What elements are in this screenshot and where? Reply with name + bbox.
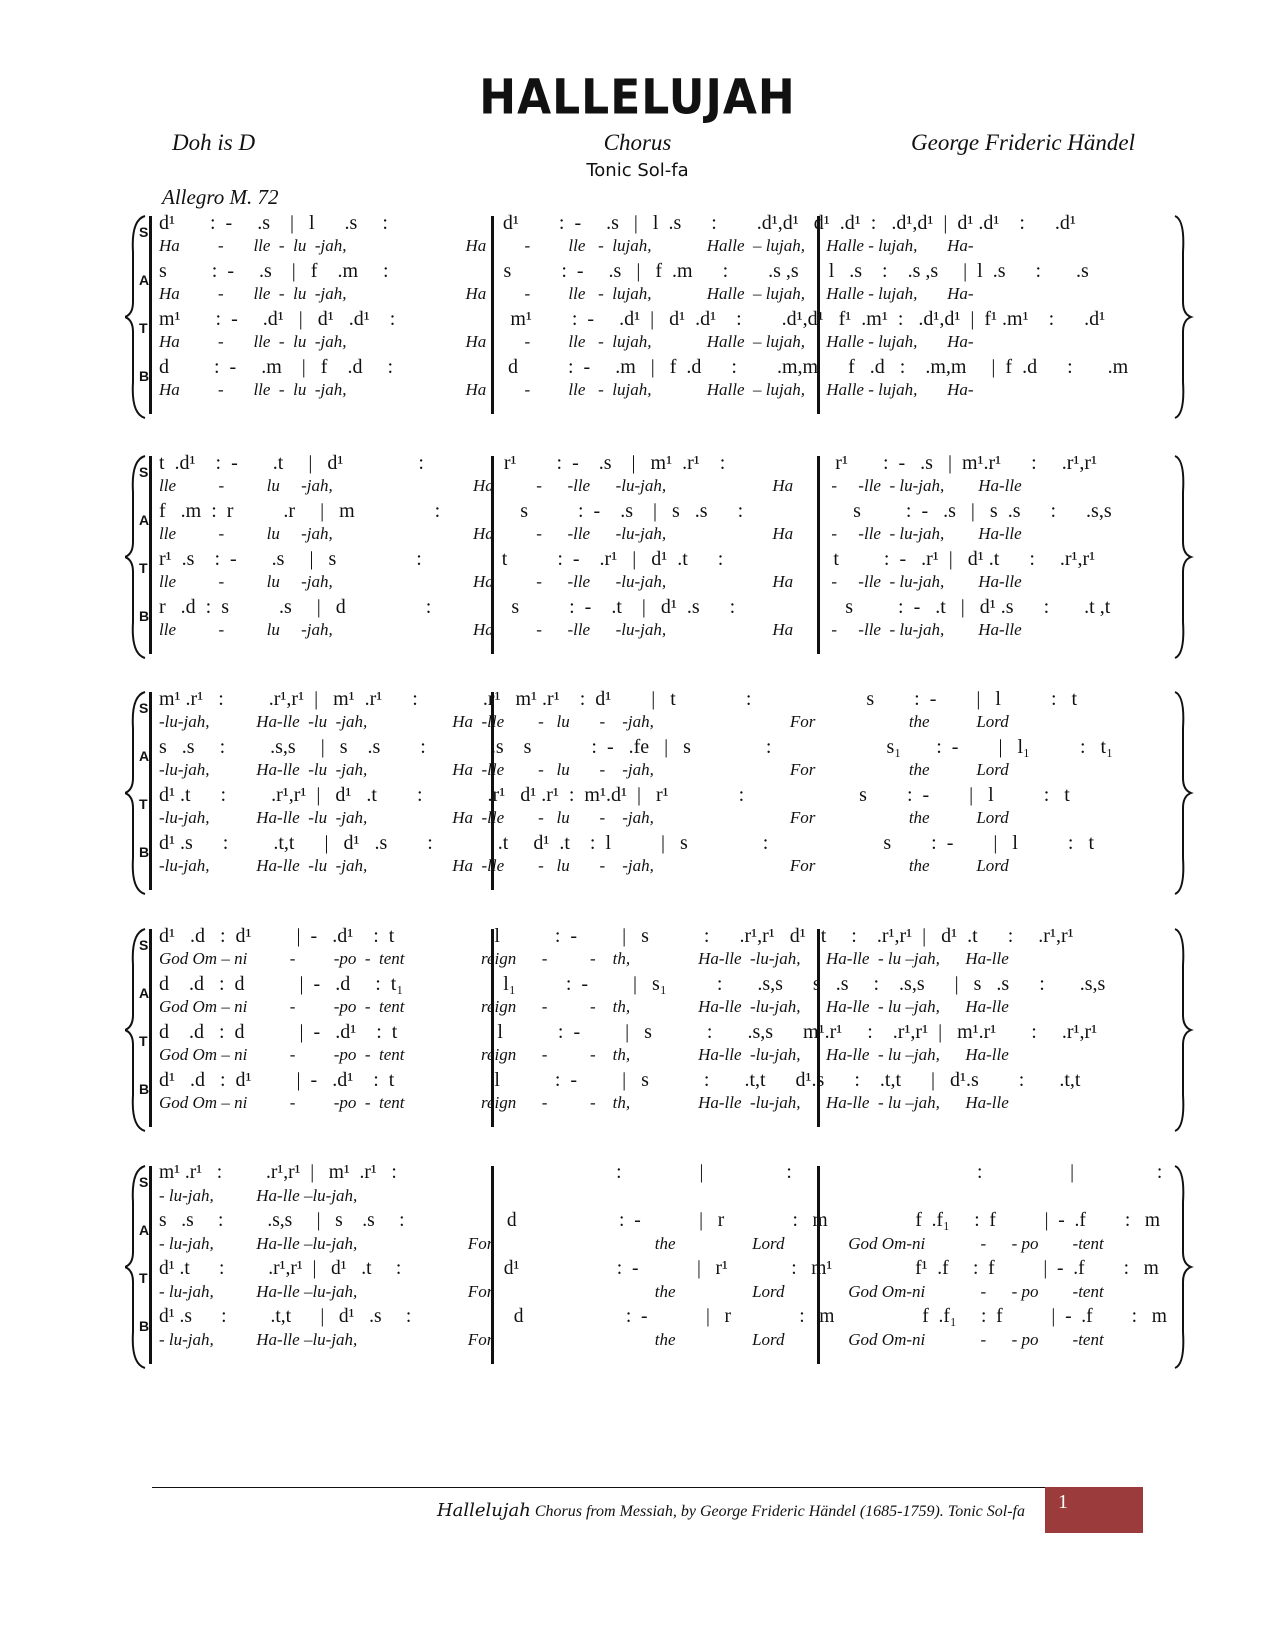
- voice-label: B: [139, 1318, 150, 1334]
- lyrics-row: - lu-jah, Ha-lle –lu-jah, For the Lord God Om-ni - - po -tent: [159, 1330, 1104, 1349]
- voice-label: S: [139, 700, 149, 716]
- voice-label: S: [139, 464, 149, 480]
- voice-label: T: [139, 1033, 148, 1049]
- notes-row: d¹ .d : d¹ | - .d¹ : t l : - | s : .r¹,r¹ d¹ .t : .r¹,r¹ | d¹ .t : .r¹,r¹: [159, 925, 1074, 947]
- right-brace: [1171, 1162, 1195, 1372]
- lyrics-row: lle - lu -jah, Ha - -lle -lu-jah, Ha - -lle - lu-jah, Ha-lle: [159, 572, 1022, 591]
- lyrics-row: God Om – ni - -po - tent reign - - th, Ha-lle -lu-jah, Ha-lle - lu –jah, Ha-lle: [159, 1045, 1009, 1064]
- notes-row: d¹ : - .s | l .s : d¹ : - .s | l .s : .d¹,d¹ d¹ .d¹ : .d¹,d¹ | d¹ .d¹ : .d¹: [159, 212, 1076, 234]
- notes-row: d .d : d | - .d : t₁ l₁ : - | s₁ : .s,s s .s : .s,s | s .s : .s,s: [159, 973, 1106, 995]
- notes-row: r¹ .s : - .s | s : t : - .r¹ | d¹ .t : t : - .r¹ | d¹ .t : .r¹,r¹: [159, 548, 1096, 570]
- footer-rule: [152, 1487, 1142, 1488]
- notes-row: r .d : s .s | d : s : - .t | d¹ .s : s : - .t | d¹ .s : .t ,t: [159, 596, 1111, 618]
- notes-row: d .d : d | - .d¹ : t l : - | s : .s,s m¹.r¹ : .r¹,r¹ | m¹.r¹ : .r¹,r¹: [159, 1021, 1098, 1043]
- score-system: [125, 925, 1195, 1135]
- voice-label: T: [139, 796, 148, 812]
- lyrics-row: -lu-jah, Ha-lle -lu -jah, Ha -lle - lu - -jah, For the Lord: [159, 760, 1009, 779]
- bar-line: [149, 216, 152, 414]
- notation-label: Tonic Sol-fa: [586, 160, 689, 181]
- voice-label: B: [139, 844, 150, 860]
- bar-line: [149, 692, 152, 890]
- notes-row: m¹ : - .d¹ | d¹ .d¹ : m¹ : - .d¹ | d¹ .d¹ : .d¹,d¹ f¹ .m¹ : .d¹,d¹ | f¹ .m¹ : .d¹: [159, 308, 1106, 330]
- score-system: [125, 212, 1195, 422]
- lyrics-row: lle - lu -jah, Ha - -lle -lu-jah, Ha - -lle - lu-jah, Ha-lle: [159, 524, 1022, 543]
- lyrics-row: - lu-jah, Ha-lle –lu-jah,: [159, 1186, 358, 1205]
- footer-work-title: Hallelujah: [436, 1500, 531, 1521]
- voice-label: T: [139, 560, 148, 576]
- voice-label: T: [139, 320, 148, 336]
- notes-row: d¹ .d : d¹ | - .d¹ : t l : - | s : .t,t d¹.s : .t,t | d¹.s : .t,t: [159, 1069, 1081, 1091]
- lyrics-row: -lu-jah, Ha-lle -lu -jah, Ha -lle - lu - -jah, For the Lord: [159, 808, 1009, 827]
- notes-row: d¹ .s : .t,t | d¹ .s : .t d¹ .t : l | s : s : - | l : t: [159, 832, 1095, 854]
- page-number: 1: [1058, 1491, 1068, 1513]
- lyrics-row: lle - lu -jah, Ha - -lle -lu-jah, Ha - -lle - lu-jah, Ha-lle: [159, 476, 1022, 495]
- notes-row: d¹ .t : .r¹,r¹ | d¹ .t : .r¹ d¹ .r¹ : m¹.d¹ | r¹ : s : - | l : t: [159, 784, 1070, 806]
- lyrics-row: Ha - lle - lu -jah, Ha - lle - lujah, Halle – lujah, Halle - lujah, Ha-: [159, 236, 974, 255]
- lyrics-row: God Om – ni - -po - tent reign - - th, Ha-lle -lu-jah, Ha-lle - lu –jah, Ha-lle: [159, 1093, 1009, 1112]
- voice-label: A: [139, 1222, 150, 1238]
- right-brace: [1171, 688, 1195, 898]
- voice-label: A: [139, 748, 150, 764]
- notes-row: m¹ .r¹ : .r¹,r¹ | m¹ .r¹ : : | : : | :: [159, 1162, 1163, 1183]
- notes-row: m¹ .r¹ : .r¹,r¹ | m¹ .r¹ : .r¹ m¹ .r¹ : d¹ | t : s : - | l : t: [159, 688, 1078, 710]
- footer-description: Chorus from Messiah, by George Frideric Händel (1685-1759). Tonic Sol-fa: [530, 1503, 1025, 1520]
- voice-label: A: [139, 512, 150, 528]
- lyrics-row: Ha - lle - lu -jah, Ha - lle - lujah, Halle – lujah, Halle - lujah, Ha-: [159, 332, 974, 351]
- lyrics-row: -lu-jah, Ha-lle -lu -jah, Ha -lle - lu - -jah, For the Lord: [159, 856, 1009, 875]
- bar-line: [149, 929, 152, 1127]
- lyrics-row: -lu-jah, Ha-lle -lu -jah, Ha -lle - lu - -jah, For the Lord: [159, 712, 1009, 731]
- lyrics-row: God Om – ni - -po - tent reign - - th, Ha-lle -lu-jah, Ha-lle - lu –jah, Ha-lle: [159, 997, 1009, 1016]
- voice-label: A: [139, 272, 150, 288]
- key-signature: Doh is D: [172, 130, 256, 155]
- notes-row: d : - .m | f .d : d : - .m | f .d : .m,m f .d : .m,m | f .d : .m: [159, 356, 1129, 378]
- voice-label: B: [139, 608, 150, 624]
- voice-label: S: [139, 1174, 149, 1190]
- voice-label: B: [139, 368, 150, 384]
- subtitle: Chorus: [603, 130, 672, 155]
- lyrics-row: - lu-jah, Ha-lle –lu-jah, For the Lord God Om-ni - - po -tent: [159, 1282, 1104, 1301]
- voice-label: A: [139, 985, 150, 1001]
- lyrics-row: Ha - lle - lu -jah, Ha - lle - lujah, Halle – lujah, Halle - lujah, Ha-: [159, 284, 974, 303]
- voice-label: T: [139, 1270, 148, 1286]
- notes-row: t .d¹ : - .t | d¹ : r¹ : - .s | m¹ .r¹ : r¹ : - .s | m¹.r¹ : .r¹,r¹: [159, 452, 1098, 474]
- footer-caption: [437, 1500, 1135, 1521]
- score-system: [125, 452, 1195, 662]
- right-brace: [1171, 212, 1195, 422]
- lyrics-row: God Om – ni - -po - tent reign - - th, Ha-lle -lu-jah, Ha-lle - lu –jah, Ha-lle: [159, 949, 1009, 968]
- bar-line: [149, 456, 152, 654]
- lyrics-row: Ha - lle - lu -jah, Ha - lle - lujah, Halle – lujah, Halle - lujah, Ha-: [159, 380, 974, 399]
- notes-row: s .s : .s,s | s .s : d : - | r : m f .f₁ : f | - .f : m: [159, 1210, 1161, 1231]
- notes-row: d¹ .s : .t,t | d¹ .s : d : - | r : m f .f₁ : f | - .f : m: [159, 1306, 1167, 1327]
- lyrics-row: lle - lu -jah, Ha - -lle -lu-jah, Ha - -lle - lu-jah, Ha-lle: [159, 620, 1022, 639]
- notes-row: d¹ .t : .r¹,r¹ | d¹ .t : d¹ : - | r¹ : m¹ f¹ .f : f | - .f : m: [159, 1258, 1159, 1279]
- notes-row: f .m : r .r | m : s : - .s | s .s : s : - .s | s .s : .s,s: [159, 500, 1112, 522]
- right-brace: [1171, 452, 1195, 662]
- lyrics-row: - lu-jah, Ha-lle –lu-jah, For the Lord God Om-ni - - po -tent: [159, 1234, 1104, 1253]
- score-system: [125, 1162, 1195, 1372]
- right-brace: [1171, 925, 1195, 1135]
- voice-label: B: [139, 1081, 150, 1097]
- notes-row: s : - .s | f .m : s : - .s | f .m : .s ,s l .s : .s ,s | l .s : .s: [159, 260, 1089, 282]
- notes-row: s .s : .s,s | s .s : .s s : - .fe | s : s₁ : - | l₁ : t₁: [159, 736, 1114, 758]
- voice-label: S: [139, 224, 149, 240]
- score-system: [125, 688, 1195, 898]
- voice-label: S: [139, 937, 149, 953]
- tempo-marking: Allegro M. 72: [162, 185, 279, 209]
- composer: George Frideric Händel: [911, 130, 1135, 155]
- page-title: HALLELUJAH: [479, 69, 796, 126]
- bar-line: [149, 1166, 152, 1364]
